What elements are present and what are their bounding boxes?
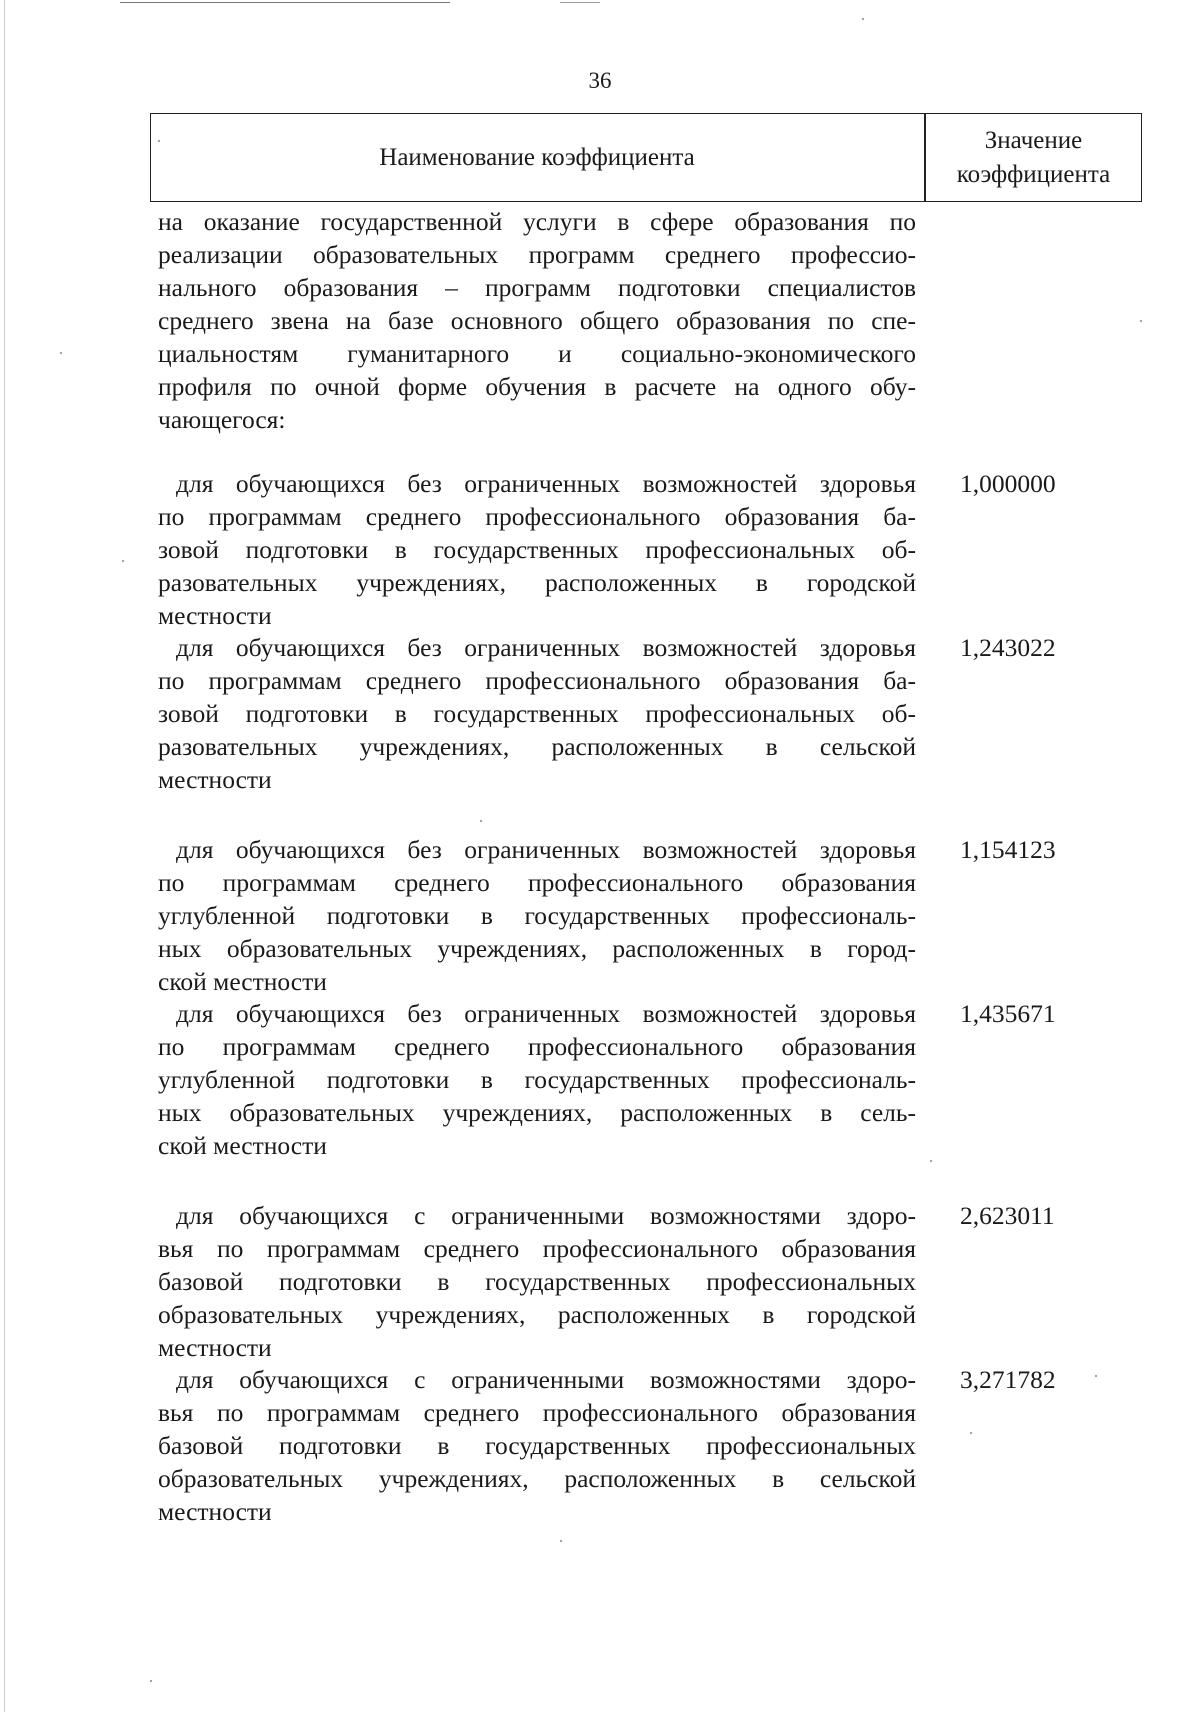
column-header-value-line1: Значение [984, 126, 1083, 154]
column-header-value [925, 113, 1142, 202]
description-line: местности [158, 1497, 272, 1526]
intro-line: чающегося: [158, 405, 286, 434]
description-line: образовательных учреждениях, расположенных в городской [158, 1300, 916, 1329]
scan-speck [970, 1432, 972, 1434]
page-number: 36 [588, 68, 612, 93]
description-line: для обучающихся без ограниченных возможностей здоровья [176, 999, 916, 1028]
description-line: для обучающихся без ограниченных возможностей здоровья [176, 835, 916, 864]
description-line: ской местности [158, 1131, 327, 1160]
description-line: углубленной подготовки в государственных профессиональ- [158, 1065, 916, 1094]
description-line: по программам среднего профессионального образования ба- [158, 666, 916, 695]
coefficient-value: 1,154123 [960, 835, 1056, 864]
scan-artifact-line [120, 2, 450, 3]
scan-speck [150, 1680, 152, 1682]
description-line: по программам среднего профессионального образования ба- [158, 502, 916, 531]
scan-speck [480, 820, 482, 822]
description-line: углубленной подготовки в государственных профессиональ- [158, 901, 916, 930]
column-header-value-line2: коэффициента [956, 160, 1111, 188]
description-line: ных образовательных учреждениях, расположенных в сель- [158, 1098, 916, 1127]
description-line: образовательных учреждениях, расположенных в сельской [158, 1464, 916, 1493]
description-line: для обучающихся с ограниченными возможностями здоро- [176, 1201, 916, 1230]
description-line: базовой подготовки в государственных профессиональных [158, 1431, 916, 1460]
description-line: по программам среднего профессионального образования [158, 868, 916, 897]
intro-line: нального образования – программ подготовки специалистов [158, 273, 916, 302]
description-line: местности [158, 1333, 272, 1362]
coefficient-description [158, 467, 916, 632]
scan-speck [930, 1160, 932, 1162]
coefficient-description [158, 997, 916, 1162]
description-line: вья по программам среднего профессионального образования [158, 1398, 916, 1427]
scan-speck [560, 1540, 562, 1542]
coefficient-description [158, 631, 916, 796]
description-line: местности [158, 601, 272, 630]
scan-speck [60, 352, 62, 354]
coefficient-value: 1,435671 [960, 999, 1056, 1028]
description-line: для обучающихся с ограниченными возможностями здоро- [176, 1365, 916, 1394]
intro-line: реализации образовательных программ среднего профессио- [158, 240, 916, 269]
scan-speck [1095, 1375, 1097, 1377]
coefficient-value: 1,243022 [960, 633, 1056, 662]
description-line: по программам среднего профессионального образования [158, 1032, 916, 1061]
coefficient-description [158, 833, 916, 998]
description-line: базовой подготовки в государственных профессиональных [158, 1267, 916, 1296]
intro-line: циальностям гуманитарного и социально-экономического [158, 339, 916, 368]
description-line: местности [158, 765, 272, 794]
description-line: разовательных учреждениях, расположенных в городской [158, 568, 916, 597]
coefficient-description [158, 1363, 916, 1528]
description-line: зовой подготовки в государственных профессиональных об- [158, 699, 916, 728]
scan-speck [158, 140, 160, 142]
description-line: ской местности [158, 967, 327, 996]
intro-line: профиля по очной форме обучения в расчете на одного обу- [158, 372, 916, 401]
description-line: для обучающихся без ограниченных возможностей здоровья [176, 469, 916, 498]
coefficient-value: 1,000000 [960, 469, 1056, 498]
description-line: ных образовательных учреждениях, расположенных в город- [158, 934, 916, 963]
description-line: зовой подготовки в государственных профессиональных об- [158, 535, 916, 564]
coefficient-value: 2,623011 [960, 1201, 1055, 1230]
coefficient-description [158, 1199, 916, 1364]
description-line: вья по программам среднего профессионального образования [158, 1234, 916, 1263]
scan-artifact-line [560, 2, 600, 3]
scan-speck [862, 18, 864, 20]
intro-line: среднего звена на базе основного общего образования по спе- [158, 306, 916, 335]
description-line: для обучающихся без ограниченных возможностей здоровья [176, 633, 916, 662]
intro-paragraph [158, 205, 916, 436]
scan-speck [1140, 320, 1142, 322]
coefficient-value: 3,271782 [960, 1365, 1056, 1394]
column-header-name: Наименование коэффициента [379, 143, 695, 171]
scan-artifact-edge [4, 0, 5, 1712]
intro-line: на оказание государственной услуги в сфере образования по [158, 207, 916, 236]
scan-speck [122, 560, 124, 562]
description-line: разовательных учреждениях, расположенных в сельской [158, 732, 916, 761]
